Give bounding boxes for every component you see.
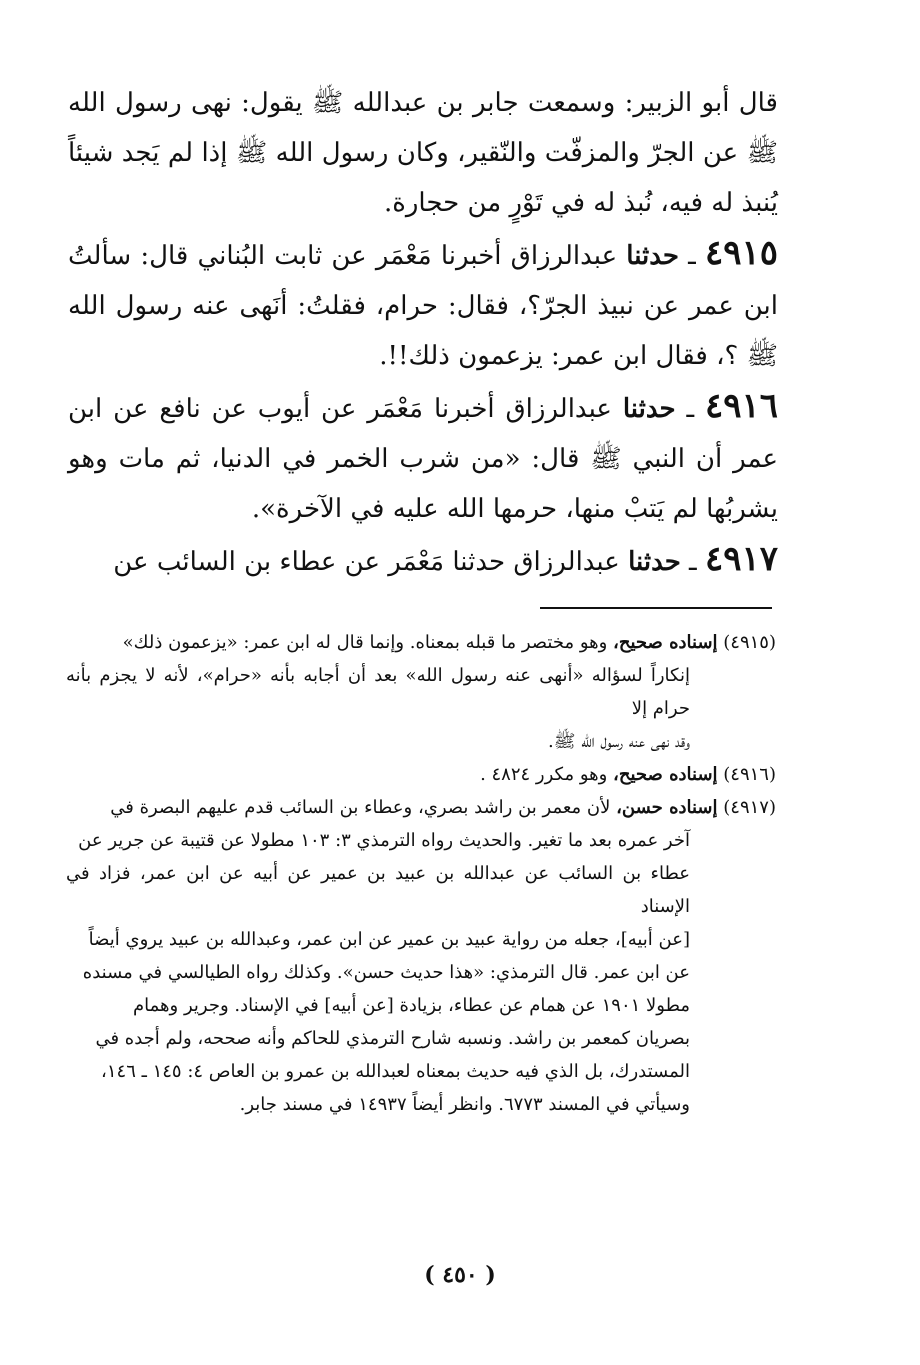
haddathana-label: حدثنا	[626, 241, 680, 271]
hadith-4916	[68, 381, 778, 534]
footnote-text: لأن معمر بن راشد بصري، وعطاء بن السائب قدم عليهم البصرة في	[110, 797, 617, 818]
footnote-text: وهو مختصر ما قبله بمعناه. وإنما قال له ابن عمر: «يزعمون ذلك»	[122, 632, 614, 653]
footnote-line: مطولا ١٩٠١ عن همام عن عطاء، بزيادة [عن أبيه] في الإسناد. وجرير وهمام	[133, 995, 690, 1016]
footnotes	[66, 626, 776, 1121]
hadith-number: ٤٩١٧	[704, 539, 778, 579]
footnote-line	[66, 758, 776, 791]
hadith-text: عبدالرزاق أخبرنا مَعْمَر عن ثابت البُناني قال: سألتُ ابن عمر عن نبيذ الجرّ؟، فقال: حرام، فقلتُ: أنَهى عنه رسول الله ﷺ ؟، فقال ابن عمر: يزعمون ذلك!!.	[68, 241, 778, 371]
footnote-grade: إسناده صحيح،	[613, 632, 718, 653]
hadith-number: ٤٩١٦	[704, 386, 778, 426]
hadith-number: ٤٩١٥	[704, 233, 778, 273]
footnote-line: آخر عمره بعد ما تغير. والحديث رواه الترمذي ٣: ١٠٣ مطولا عن قتيبة عن جرير عن	[78, 830, 690, 851]
footnote-grade: إسناده صحيح،	[613, 764, 718, 785]
haddathana-label: حدثنا	[628, 547, 681, 577]
hadith-4917	[68, 534, 778, 587]
footnote-number: (٤٩١٦)	[723, 764, 776, 785]
footnote-4917	[66, 791, 776, 1121]
footnote-line: عن ابن عمر. قال الترمذي: «هذا حديث حسن». وكذلك رواه الطيالسي في مسنده	[82, 962, 690, 983]
footnote-line	[66, 626, 776, 659]
hadith-separator: ـ	[675, 394, 705, 424]
footnote-line: بصريان كمعمر بن راشد. ونسبه شارح الترمذي للحاكم وأنه صححه، ولم أجده في	[95, 1028, 690, 1049]
hadith-text: عبدالرزاق حدثنا مَعْمَر عن عطاء بن السائب عن	[113, 547, 629, 577]
main-text	[68, 78, 778, 587]
intro-paragraph: قال أبو الزبير: وسمعت جابر بن عبدالله ﷺ يقول: نهى رسول الله ﷺ عن الجرّ والمزفّت والنّقير، وكان رسول الله ﷺ إذا لم يَجد شيئاً يُنبذ له فيه، نُبذ له في تَوْرٍ من حجارة.	[68, 88, 778, 218]
hadith-separator: ـ	[679, 241, 705, 271]
footnote-line: وسيأتي في المسند ٦٧٧٣. وانظر أيضاً ١٤٩٣٧ في مسند جابر.	[239, 1094, 690, 1115]
footnote-line	[66, 791, 776, 824]
haddathana-label: حدثنا	[622, 394, 676, 424]
page-number: ( ٤٥٠ )	[424, 1262, 496, 1288]
hadith-4915	[68, 228, 778, 381]
footnote-line: عطاء بن السائب عن عبدالله بن عبيد بن عمير عن أبيه عن ابن عمر، فزاد في الإسناد	[66, 863, 690, 917]
footnote-line: المستدرك، بل الذي فيه حديث بمعناه لعبدالله بن عمرو بن العاص ٤: ١٤٥ ـ ١٤٦،	[101, 1061, 690, 1082]
hadith-text: عبدالرزاق أخبرنا مَعْمَر عن أيوب عن نافع عن ابن عمر أن النبي ﷺ قال: «من شرب الخمر في الدنيا، ثم مات وهو يشربُها لم يَتبْ منها، حرمها الله عليه في الآخرة».	[68, 394, 778, 524]
footnote-4915	[66, 626, 776, 758]
footnote-line: إنكاراً لسؤاله «أنهى عنه رسول الله» بعد أن أجابه بأنه «حرام»، لأنه لا يجزم بأنه حرام إلا	[66, 665, 690, 719]
footnote-4916	[66, 758, 776, 791]
footnote-line: [عن أبيه]، جعله من رواية عبيد بن عمير عن ابن عمر، وعبدالله بن عبيد يروي أيضاً	[88, 929, 690, 950]
hadith-separator: ـ	[680, 547, 705, 577]
footnote-number: (٤٩١٥)	[723, 632, 776, 653]
footnote-number: (٤٩١٧)	[723, 797, 776, 818]
footnote-line: وقد نهى عنه رسول الله ﷺ.	[548, 731, 690, 752]
footnote-divider	[540, 607, 772, 609]
footnote-text: وهو مكرر ٤٨٢٤ .	[480, 764, 614, 785]
footnote-grade: إسناده حسن،	[616, 797, 718, 818]
